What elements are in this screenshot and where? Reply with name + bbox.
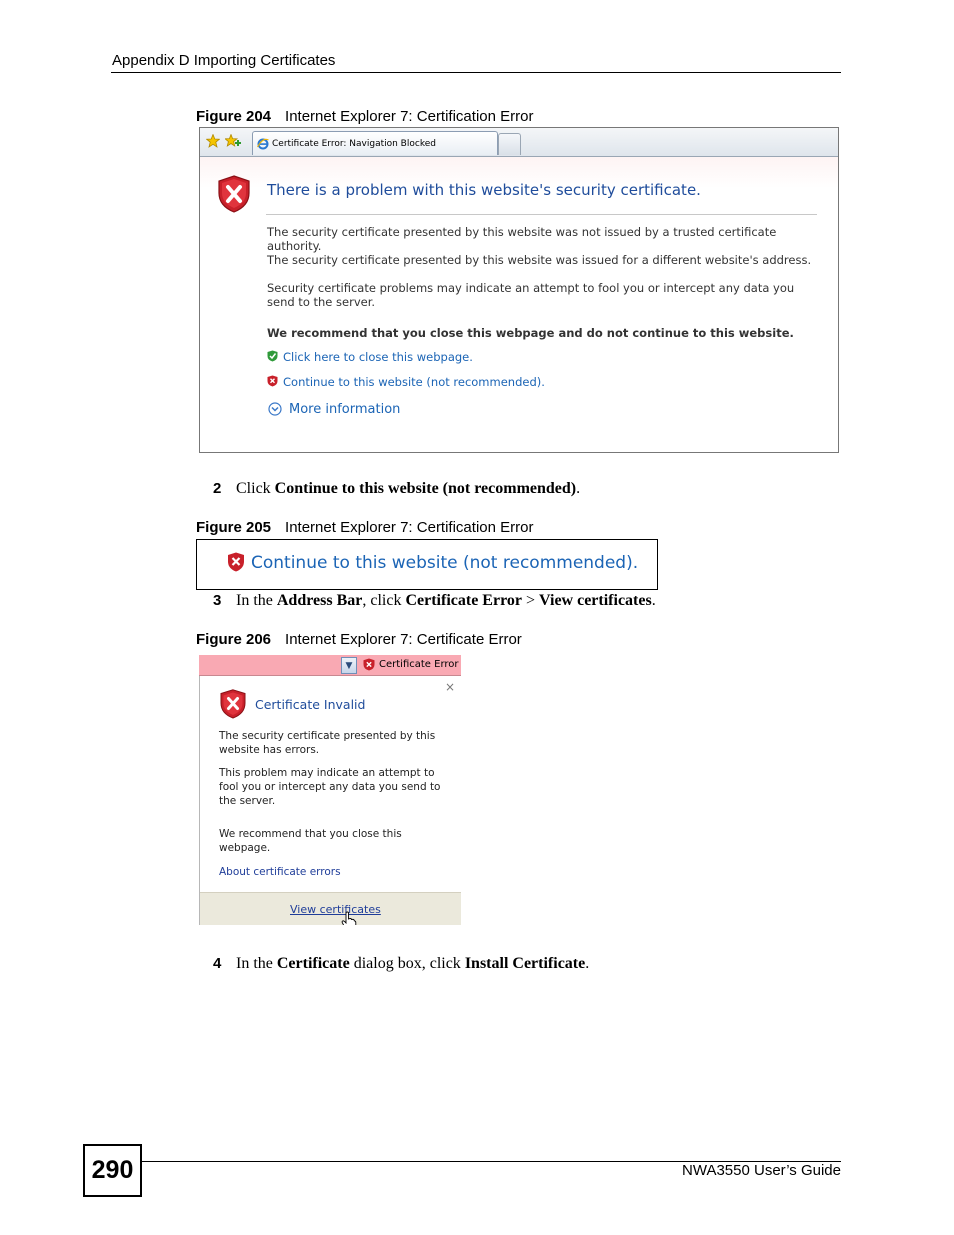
popup-title: Certificate Invalid	[255, 697, 366, 712]
shield-error-icon	[220, 689, 246, 719]
more-information-link[interactable]: More information	[289, 402, 401, 417]
untrusted-authority-text: The security certificate presented by this website was not issued by a trusted certificate authority.	[267, 225, 777, 253]
figure-204-caption	[196, 108, 533, 125]
step-4	[213, 955, 813, 975]
step-number: 3	[213, 592, 222, 609]
guide-title: NWA3550 User’s Guide	[682, 1162, 841, 1179]
continue-link-closeup	[196, 539, 658, 590]
figure-caption-text: Internet Explorer 7: Certification Error	[285, 519, 534, 536]
figure-label: Figure 206	[196, 631, 272, 648]
add-favorites-icon[interactable]	[225, 134, 241, 148]
figure-label: Figure 205	[196, 519, 272, 536]
ie7-certificate-error-page	[199, 127, 839, 453]
step-number: 4	[213, 955, 222, 972]
view-certificates-link[interactable]: View certificates	[290, 903, 381, 916]
close-icon[interactable]: ×	[445, 680, 456, 694]
step-text: In the Address Bar, click Certificate Error > View certificates.	[236, 592, 656, 609]
popup-footer	[200, 892, 461, 925]
about-certificate-errors-link[interactable]: About certificate errors	[219, 866, 341, 878]
address-mismatch-text: The security certificate presented by this website was issued for a different website's address.	[267, 253, 812, 267]
continue-website-link[interactable]: Continue to this website (not recommended).	[251, 553, 639, 573]
popup-text-recommend: We recommend that you close this webpage.	[219, 828, 402, 854]
ie-tab-bar	[200, 128, 838, 157]
address-bar	[199, 655, 461, 676]
hand-cursor-icon	[341, 911, 357, 925]
tab-title: Certificate Error: Navigation Blocked	[272, 138, 436, 149]
figure-caption-text: Internet Explorer 7: Certification Error	[285, 108, 534, 125]
header-rule	[111, 72, 841, 73]
ie-logo-icon	[257, 138, 269, 150]
certificate-invalid-popup	[199, 676, 461, 925]
close-webpage-link[interactable]: Click here to close this webpage.	[283, 350, 473, 364]
figure-206-caption	[196, 631, 522, 648]
step-number: 2	[213, 480, 222, 497]
error-paragraph-1	[267, 225, 822, 267]
shield-error-small-icon	[267, 375, 278, 387]
figure-caption-text: Internet Explorer 7: Certificate Error	[285, 631, 522, 648]
favorites-star-icon[interactable]	[206, 134, 220, 148]
popup-text-problem: This problem may indicate an attempt to fool you or intercept any data you send to the server.	[219, 767, 441, 807]
address-dropdown-button[interactable]: ▼	[341, 657, 357, 674]
chevron-down-circle-icon[interactable]	[268, 402, 282, 416]
error-heading: There is a problem with this website's security certificate.	[267, 181, 701, 199]
certificate-error-popup-screenshot	[199, 655, 461, 925]
running-head: Appendix D Importing Certificates	[112, 52, 336, 69]
heading-divider	[266, 214, 817, 215]
shield-error-small-icon	[363, 658, 375, 671]
figure-205-caption	[196, 519, 533, 536]
step-text: Click Continue to this website (not recommended).	[236, 480, 581, 497]
recommendation-text: We recommend that you close this webpage and do not continue to this website.	[267, 326, 794, 340]
step-2	[213, 480, 813, 500]
shield-error-icon	[227, 552, 245, 572]
error-paragraph-2: Security certificate problems may indicate an attempt to fool you or intercept any data you send to the server.	[267, 281, 795, 309]
shield-error-icon	[217, 175, 251, 213]
shield-ok-icon	[267, 350, 278, 362]
continue-website-link[interactable]: Continue to this website (not recommended).	[283, 375, 545, 389]
new-tab-button[interactable]	[498, 133, 521, 155]
tab-certificate-error[interactable]	[252, 131, 498, 155]
figure-label: Figure 204	[196, 108, 272, 125]
step-text: In the Certificate dialog box, click Install Certificate.	[236, 955, 590, 972]
step-3	[213, 592, 833, 612]
page-number: 290	[83, 1144, 142, 1197]
certificate-error-button[interactable]: Certificate Error	[379, 659, 459, 670]
popup-text-errors: The security certificate presented by this website has errors.	[219, 730, 436, 756]
